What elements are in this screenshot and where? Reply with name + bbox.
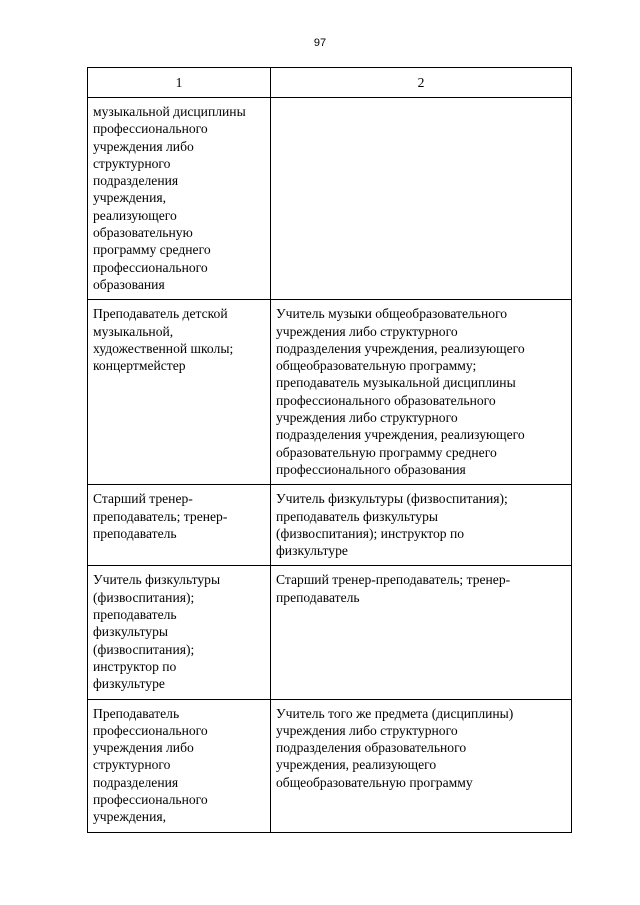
- table-cell-col2: [271, 566, 572, 699]
- cell-text-line: профессионального образовательного: [276, 392, 496, 408]
- cell-text-line: учреждения либо структурного: [276, 323, 458, 339]
- table-row: [88, 566, 572, 699]
- cell-text-line: образовательную: [93, 225, 193, 241]
- cell-text-line: Преподаватель детской: [93, 306, 228, 322]
- cell-text-line: подразделения: [93, 774, 179, 790]
- cell-text-line: профессионального образования: [276, 461, 466, 477]
- cell-text-line: подразделения учреждения, реализующего: [276, 340, 525, 356]
- cell-text-line: (физвоспитания);: [93, 589, 195, 605]
- table-row: [88, 485, 572, 566]
- document-table: [87, 67, 572, 833]
- cell-text-line: Учитель физкультуры (физвоспитания);: [276, 491, 508, 507]
- table-cell-col1: [88, 300, 271, 485]
- table-row: [88, 98, 572, 300]
- cell-text-line: учреждения либо структурного: [276, 410, 458, 426]
- cell-text-line: профессионального: [93, 791, 208, 807]
- cell-text-line: профессионального: [93, 722, 208, 738]
- page-number: 97: [313, 37, 327, 49]
- cell-text-line: учреждения,: [93, 190, 167, 206]
- cell-text-line: преподаватель: [93, 525, 177, 541]
- cell-text-line: (физвоспитания);: [93, 641, 195, 657]
- cell-text-line: музыкальной,: [93, 323, 174, 339]
- cell-text-line: структурного: [93, 757, 171, 773]
- table-row: [88, 300, 572, 485]
- table-row: [88, 699, 572, 832]
- table-cell-col1: [88, 699, 271, 832]
- column-header-1: 1: [88, 68, 271, 98]
- cell-text-line: Учитель музыки общеобразовательного: [276, 306, 508, 322]
- cell-text-line: реализующего: [93, 207, 177, 223]
- cell-text-line: Преподаватель: [93, 705, 180, 721]
- cell-text-line: подразделения: [93, 173, 179, 189]
- table-cell-col2: [271, 699, 572, 832]
- cell-text-line: физкультуре: [93, 676, 165, 692]
- cell-text-line: (физвоспитания); инструктор по: [276, 525, 465, 541]
- cell-text-line: Старший тренер-преподаватель; тренер-: [276, 572, 511, 588]
- table-cell-col1: [88, 566, 271, 699]
- cell-text-line: профессионального: [93, 121, 208, 137]
- cell-text-line: преподаватель: [276, 589, 360, 605]
- table-header-row: [88, 68, 572, 98]
- cell-text-line: преподаватель; тренер-: [93, 508, 228, 524]
- cell-text-line: инструктор по: [93, 658, 177, 674]
- cell-text-line: профессионального: [93, 259, 208, 275]
- cell-text-line: учреждения либо: [93, 138, 194, 154]
- table-cell-col1: [88, 485, 271, 566]
- cell-text-line: Учитель того же предмета (дисциплины): [276, 705, 514, 721]
- cell-text-line: структурного: [93, 155, 171, 171]
- cell-text-line: образовательную программу среднего: [276, 444, 497, 460]
- cell-text-line: подразделения образовательного: [276, 740, 467, 756]
- column-header-2: 2: [271, 68, 572, 98]
- cell-text-line: преподаватель физкультуры: [276, 508, 439, 524]
- table-cell-col2: [271, 98, 572, 300]
- table-cell-col2: [271, 485, 572, 566]
- cell-text-line: программу среднего: [93, 242, 211, 258]
- cell-text-line: общеобразовательную программу;: [276, 358, 477, 374]
- cell-text-line: Учитель физкультуры: [93, 572, 221, 588]
- cell-text-line: учреждения,: [93, 809, 167, 825]
- cell-text-line: подразделения учреждения, реализующего: [276, 427, 525, 443]
- cell-text-line: физкультуре: [276, 543, 348, 559]
- cell-text-line: концертмейстер: [93, 358, 186, 374]
- cell-text-line: преподаватель: [93, 607, 177, 623]
- cell-text-line: учреждения либо структурного: [276, 722, 458, 738]
- table-body: [88, 98, 572, 833]
- cell-text-line: музыкальной дисциплины: [93, 104, 246, 119]
- cell-text-line: общеобразовательную программу: [276, 774, 473, 790]
- cell-text-line: Старший тренер-: [93, 491, 193, 507]
- cell-text-line: преподаватель музыкальной дисциплины: [276, 375, 516, 391]
- table-cell-col2: [271, 300, 572, 485]
- cell-text-line: образования: [93, 276, 165, 292]
- cell-text-line: учреждения, реализующего: [276, 757, 437, 773]
- table-cell-col1: [88, 98, 271, 300]
- cell-text-line: физкультуры: [93, 624, 169, 640]
- cell-text-line: учреждения либо: [93, 740, 194, 756]
- cell-text-line: художественной школы;: [93, 340, 234, 356]
